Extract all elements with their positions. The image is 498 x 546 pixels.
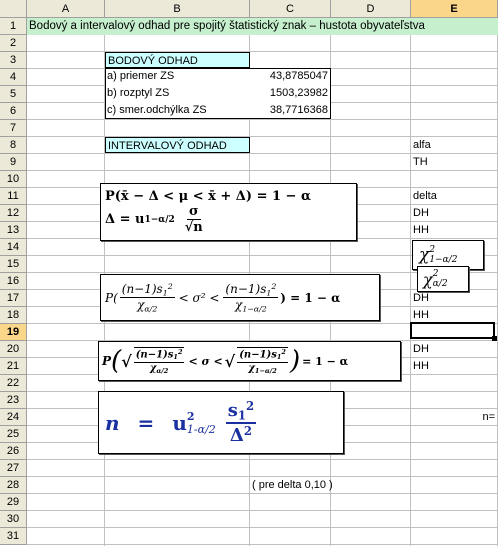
- smer-odchylka-value[interactable]: 38,7716368: [269, 104, 328, 116]
- sd-upper-num: $(n-1)s_1^2$: [239, 348, 286, 362]
- s1-squared: $s_1^2$: [227, 398, 255, 423]
- sigma-squared-middle: < σ² <: [178, 290, 220, 305]
- row-header-24[interactable]: 24: [0, 409, 27, 426]
- sd-upper-den: $\chi_{1-\alpha/2}$: [248, 362, 277, 375]
- row-header-4[interactable]: 4: [0, 69, 27, 86]
- chi-lower-sub: α/2: [432, 279, 448, 289]
- sigma-symbol: σ: [188, 204, 199, 219]
- priemer-label[interactable]: a) priemer ZS: [107, 70, 175, 82]
- delta-eq-u: Δ = u: [105, 212, 145, 227]
- row-header-29[interactable]: 29: [0, 494, 27, 511]
- row-header-28[interactable]: 28: [0, 477, 27, 494]
- row-header-5[interactable]: 5: [0, 86, 27, 103]
- row-header-11[interactable]: 11: [0, 188, 27, 205]
- column-header-d[interactable]: D: [331, 0, 411, 18]
- variance-lower-fraction: [120, 282, 175, 314]
- variance-lower-den: $\chi_{\alpha/2}$: [137, 298, 158, 314]
- row-header-17[interactable]: 17: [0, 290, 27, 307]
- row-header-8[interactable]: 8: [0, 137, 27, 154]
- row-header-22[interactable]: 22: [0, 375, 27, 392]
- fill-handle[interactable]: [492, 336, 497, 341]
- title-cell[interactable]: Bodový a intervalový odhad pre spojitý štatistický znak – hustota obyvateľstva: [27, 18, 498, 35]
- hh-label-sd[interactable]: HH: [413, 360, 429, 372]
- row-header-18[interactable]: 18: [0, 307, 27, 324]
- dh-label-variance[interactable]: DH: [413, 292, 429, 304]
- u-scripts: [187, 410, 216, 436]
- row-header-9[interactable]: 9: [0, 154, 27, 171]
- row-header-20[interactable]: 20: [0, 341, 27, 358]
- row-header-7[interactable]: 7: [0, 120, 27, 137]
- rozptyl-value[interactable]: 1503,23982: [269, 87, 328, 99]
- formula-mean-line1: P(x̄ − Δ < μ < x̄ + Δ) = 1 − α: [105, 189, 311, 204]
- row-gridline: [27, 170, 498, 171]
- formula-variance-interval[interactable]: [100, 274, 380, 321]
- right-paren: ): [289, 346, 301, 376]
- intervalovy-odhad-header[interactable]: INTERVALOVÝ ODHAD: [105, 137, 250, 153]
- sigma-over-root-n: [183, 204, 205, 235]
- row-gridline: [27, 459, 498, 460]
- th-label[interactable]: TH: [413, 156, 428, 168]
- alfa-label[interactable]: alfa: [413, 139, 431, 151]
- sigma-middle: < σ <: [188, 354, 223, 368]
- s-over-delta: [226, 399, 256, 446]
- n-symbol: n: [105, 410, 120, 435]
- u-subscript-size: 1-α/2: [186, 422, 216, 436]
- sqrt-sign-left: √: [121, 351, 132, 371]
- row-gridline: [27, 493, 498, 494]
- column-header-c[interactable]: C: [250, 0, 331, 18]
- delta-note[interactable]: ( pre delta 0,10 ): [252, 479, 333, 491]
- chi-symbol-upper: χ: [419, 245, 430, 265]
- row-gridline: [27, 51, 498, 52]
- row-header-21[interactable]: 21: [0, 358, 27, 375]
- priemer-value[interactable]: 43,8785047: [269, 70, 328, 82]
- variance-upper-fraction: [223, 282, 278, 314]
- sd-suffix: = 1 − α: [302, 354, 349, 368]
- row-header-15[interactable]: 15: [0, 256, 27, 273]
- delta-squared: $\Delta^2$: [229, 424, 252, 447]
- formula-sd-interval[interactable]: [98, 341, 401, 381]
- row-header-3[interactable]: 3: [0, 52, 27, 69]
- row-header-13[interactable]: 13: [0, 222, 27, 239]
- row-gridline: [27, 119, 498, 120]
- sd-upper-fraction: [237, 347, 288, 374]
- row-header-30[interactable]: 30: [0, 511, 27, 528]
- row-header-2[interactable]: 2: [0, 35, 27, 52]
- row-gridline: [27, 510, 498, 511]
- sqrt-sign-right: √: [224, 351, 236, 371]
- u-symbol: u: [172, 410, 187, 435]
- row-gridline: [27, 544, 498, 545]
- root-n: √n: [184, 220, 203, 235]
- column-gridline: [410, 18, 411, 546]
- row-header-26[interactable]: 26: [0, 443, 27, 460]
- hh-label-mean[interactable]: HH: [413, 224, 429, 236]
- row-header-16[interactable]: 16: [0, 273, 27, 290]
- delta-label[interactable]: delta: [413, 190, 437, 202]
- column-header-b[interactable]: B: [105, 0, 250, 18]
- p-open: P(: [105, 290, 118, 305]
- formula-mean-line2: [105, 204, 207, 235]
- rozptyl-label[interactable]: b) rozptyl ZS: [107, 87, 170, 99]
- u-superscript: 2: [186, 409, 195, 423]
- select-all-corner[interactable]: [0, 0, 27, 18]
- row-header-25[interactable]: 25: [0, 426, 27, 443]
- chi-symbol-lower: χ: [423, 269, 433, 289]
- column-header-a[interactable]: A: [27, 0, 105, 18]
- chi-upper-sub: 1−α/2: [429, 255, 458, 265]
- smer-odchylka-label[interactable]: c) smer.odchýlka ZS: [107, 104, 207, 116]
- u-subscript: 1−α/2: [144, 214, 175, 225]
- dh-label-mean[interactable]: DH: [413, 207, 429, 219]
- variance-lower-num: $(n-1)s_1^2$: [121, 281, 173, 297]
- n-label[interactable]: n=: [482, 411, 495, 423]
- variance-upper-den: $\chi_{1-\alpha/2}$: [235, 298, 267, 314]
- variance-upper-num: $(n-1)s_1^2$: [225, 281, 277, 297]
- formula-mean-interval[interactable]: [100, 183, 357, 241]
- active-cell-e19[interactable]: [410, 322, 495, 339]
- hh-label-variance[interactable]: HH: [413, 309, 429, 321]
- chi-square-lower-box[interactable]: [417, 266, 469, 292]
- row-header-1[interactable]: 1: [0, 18, 27, 35]
- chi-upper-sup: 2: [429, 245, 436, 255]
- row-header-10[interactable]: 10: [0, 171, 27, 188]
- row-gridline: [27, 527, 498, 528]
- p-symbol: P: [102, 354, 112, 368]
- left-paren: (: [111, 346, 122, 376]
- row-header-23[interactable]: 23: [0, 392, 27, 409]
- sd-lower-num: $(n-1)s_1^2$: [135, 348, 183, 362]
- equals-sign: =: [137, 410, 155, 435]
- chi-lower-scripts: [433, 269, 448, 289]
- row-header-27[interactable]: 27: [0, 460, 27, 477]
- bodovy-odhad-header[interactable]: BODOVÝ ODHAD: [105, 52, 250, 68]
- row-header-31[interactable]: 31: [0, 528, 27, 545]
- row-header-19[interactable]: 19: [0, 324, 27, 341]
- variance-suffix: ) = 1 − α: [280, 290, 341, 305]
- column-header-e[interactable]: E: [411, 0, 498, 18]
- formula-sample-size[interactable]: [98, 391, 344, 454]
- chi-upper-scripts: [429, 245, 457, 265]
- sd-lower-fraction: [134, 347, 185, 374]
- row-header-12[interactable]: 12: [0, 205, 27, 222]
- sd-lower-den: $\chi_{\alpha/2}$: [149, 362, 169, 375]
- row-header-14[interactable]: 14: [0, 239, 27, 256]
- dh-label-sd[interactable]: DH: [413, 343, 429, 355]
- row-header-6[interactable]: 6: [0, 103, 27, 120]
- chi-lower-sup: 2: [432, 269, 439, 279]
